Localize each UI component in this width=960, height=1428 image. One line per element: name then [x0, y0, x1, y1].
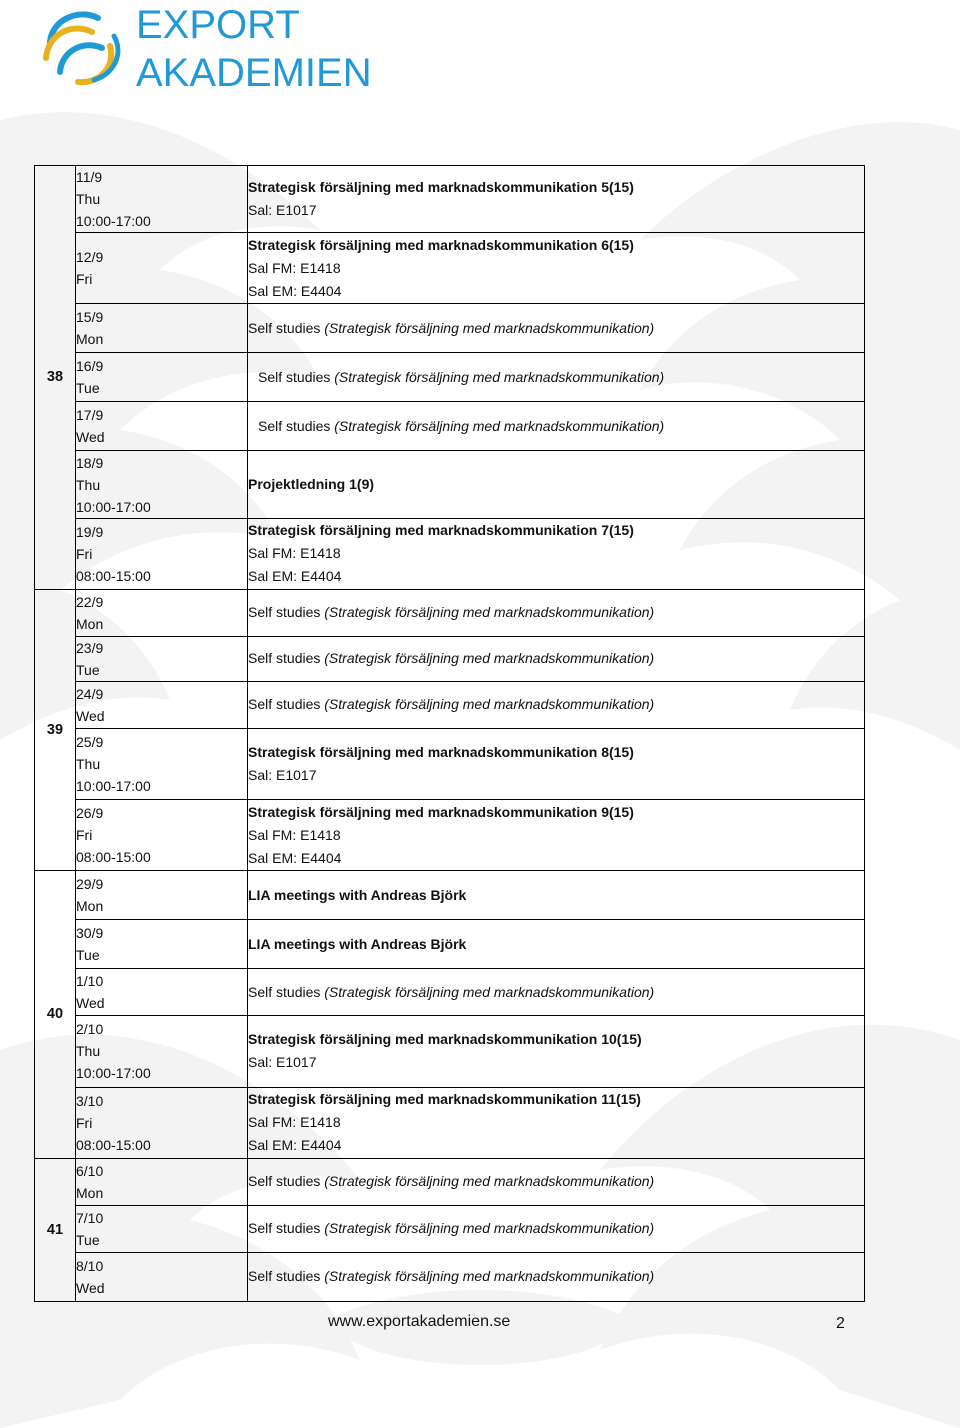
- schedule-row: [35, 402, 865, 451]
- date-cell-date: 30/9: [76, 925, 104, 942]
- schedule-row: [35, 871, 865, 920]
- footer-url[interactable]: www.exportakademien.se: [328, 1313, 511, 1330]
- event-cell: [248, 1205, 865, 1252]
- event-cell: [248, 728, 865, 799]
- event-course-italic: (Strategisk försäljning med marknadskommunikation): [324, 650, 655, 667]
- event-room: Sal: E1017: [248, 767, 317, 783]
- page-number: 2: [836, 1315, 845, 1332]
- schedule-row: [35, 1087, 865, 1158]
- logo-text-akademien: AKADEMIEN: [136, 51, 372, 95]
- date-cell-time: 10:00-17:00: [76, 778, 151, 794]
- date-cell: [76, 304, 248, 353]
- date-cell-day: Tue: [76, 1231, 100, 1248]
- event-course-italic: (Strategisk försäljning med marknadskommunikation): [324, 696, 655, 713]
- date-cell: [76, 1252, 248, 1301]
- schedule-row: [35, 1016, 865, 1087]
- date-cell: [76, 800, 248, 871]
- date-cell-date: 12/9: [76, 249, 104, 266]
- event-prefix: Self studies: [248, 696, 321, 713]
- event-cell: [248, 969, 865, 1016]
- date-cell: [76, 233, 248, 304]
- event-room: Sal FM: E1418: [248, 1114, 341, 1131]
- event-cell: [248, 402, 865, 451]
- date-cell-date: 2/10: [76, 1021, 104, 1038]
- schedule-row: [35, 800, 865, 871]
- event-cell: [248, 681, 865, 728]
- week-number: 39: [35, 589, 76, 870]
- event-prefix: Self studies: [248, 604, 321, 621]
- self-studies-line: [258, 415, 864, 438]
- date-cell-time: 08:00-15:00: [76, 1136, 151, 1153]
- event-cell: [248, 636, 865, 681]
- event-title: Strategisk försäljning med marknadskommunikation 7(15): [248, 522, 634, 539]
- event-cell: [248, 1016, 865, 1087]
- event-prefix: Self studies: [248, 319, 321, 336]
- event-room: Sal: E1017: [248, 202, 317, 219]
- date-cell-day: Wed: [76, 429, 105, 446]
- event-room: Sal FM: E1418: [248, 545, 341, 562]
- date-cell-time: 10:00-17:00: [76, 498, 151, 515]
- date-cell-time: 08:00-15:00: [76, 567, 151, 584]
- date-cell-date: 15/9: [76, 309, 104, 326]
- event-cell: [248, 518, 865, 589]
- event-cell: [248, 166, 865, 233]
- event-room: Sal: E1017: [248, 1054, 317, 1071]
- date-cell-day: Wed: [76, 707, 105, 724]
- date-cell-day: Thu: [76, 191, 101, 208]
- date-cell-day: Tue: [76, 661, 100, 678]
- date-cell: [76, 728, 248, 799]
- event-prefix: Self studies: [248, 1173, 321, 1190]
- self-studies-line: [258, 366, 864, 389]
- event-prefix: Self studies: [248, 1268, 321, 1285]
- event-cell: [248, 451, 865, 518]
- date-cell-day: Mon: [76, 1184, 104, 1201]
- event-course-italic: (Strategisk försäljning med marknadskommunikation): [324, 604, 655, 621]
- week-number: 41: [35, 1158, 76, 1301]
- event-cell: [248, 871, 865, 920]
- event-prefix: Self studies: [258, 368, 331, 385]
- date-cell-date: 3/10: [76, 1092, 104, 1109]
- event-prefix: Self studies: [248, 1220, 321, 1237]
- date-cell-date: 18/9: [76, 454, 104, 471]
- date-cell: [76, 871, 248, 920]
- event-title: Strategisk försäljning med marknadskommunikation 10(15): [248, 1031, 642, 1048]
- date-cell: [76, 636, 248, 681]
- event-prefix: Self studies: [248, 983, 321, 1000]
- event-cell: [248, 800, 865, 871]
- date-cell: [76, 969, 248, 1016]
- event-cell: [248, 589, 865, 636]
- date-cell-day: Mon: [76, 331, 104, 348]
- date-cell-date: 23/9: [76, 639, 104, 656]
- date-cell-date: 17/9: [76, 407, 104, 424]
- schedule-row: [35, 233, 865, 304]
- week-number: 40: [35, 871, 76, 1158]
- date-cell-day: Mon: [76, 898, 104, 915]
- date-cell-time: 10:00-17:00: [76, 1065, 151, 1082]
- date-cell-time: 08:00-15:00: [76, 849, 151, 866]
- schedule-row: [35, 920, 865, 969]
- date-cell: [76, 451, 248, 518]
- event-course-italic: (Strategisk försäljning med marknadskommunikation): [334, 417, 665, 434]
- logo-text-export: EXPORT: [136, 3, 300, 47]
- self-studies-line: [248, 317, 864, 340]
- self-studies-line: [248, 1265, 864, 1288]
- event-course-italic: (Strategisk försäljning med marknadskommunikation): [324, 1268, 655, 1285]
- event-cell: [248, 304, 865, 353]
- date-cell-day: Thu: [76, 756, 101, 772]
- date-cell-date: 7/10: [76, 1209, 104, 1226]
- event-cell: [248, 1087, 865, 1158]
- date-cell-day: Thu: [76, 1043, 101, 1060]
- date-cell-date: 1/10: [76, 973, 104, 990]
- event-cell: [248, 1252, 865, 1301]
- date-cell-date: 19/9: [76, 523, 104, 540]
- date-cell-day: Tue: [76, 380, 100, 397]
- date-cell-date: 26/9: [76, 805, 104, 822]
- date-cell: [76, 920, 248, 969]
- date-cell-day: Fri: [76, 271, 93, 288]
- date-cell-day: Tue: [76, 947, 100, 964]
- date-cell: [76, 1016, 248, 1087]
- date-cell-date: 24/9: [76, 685, 104, 702]
- export-akademien-logo: [38, 0, 378, 100]
- event-room: Sal EM: E4404: [248, 282, 342, 299]
- event-cell: [248, 920, 865, 969]
- event-title: Strategisk försäljning med marknadskommunikation 5(15): [248, 179, 634, 196]
- date-cell-date: 11/9: [76, 169, 103, 186]
- date-cell-day: Mon: [76, 615, 104, 632]
- schedule-row: [35, 681, 865, 728]
- schedule-row: [35, 451, 865, 518]
- self-studies-line: [248, 693, 864, 716]
- schedule-row: [35, 1252, 865, 1301]
- event-room: Sal FM: E1418: [248, 259, 341, 276]
- date-cell: [76, 166, 248, 233]
- date-cell: [76, 353, 248, 402]
- date-cell-date: 16/9: [76, 358, 104, 375]
- schedule-row: [35, 518, 865, 589]
- date-cell: [76, 1205, 248, 1252]
- self-studies-line: [248, 601, 864, 624]
- schedule-row: [35, 353, 865, 402]
- self-studies-line: [248, 1170, 864, 1193]
- event-prefix: Self studies: [258, 417, 331, 434]
- date-cell: [76, 589, 248, 636]
- event-title: LIA meetings with Andreas Björk: [248, 886, 467, 903]
- event-title: Strategisk försäljning med marknadskommunikation 8(15): [248, 744, 634, 760]
- event-prefix: Self studies: [248, 650, 321, 667]
- schedule-row: [35, 1205, 865, 1252]
- event-room: Sal EM: E4404: [248, 849, 342, 866]
- date-cell-date: 8/10: [76, 1257, 104, 1274]
- date-cell-day: Fri: [76, 1114, 93, 1131]
- date-cell-day: Wed: [76, 995, 105, 1012]
- date-cell-day: Fri: [76, 545, 93, 562]
- event-room: Sal EM: E4404: [248, 568, 342, 585]
- date-cell: [76, 518, 248, 589]
- event-course-italic: (Strategisk försäljning med marknadskommunikation): [324, 1220, 655, 1237]
- self-studies-line: [248, 981, 864, 1004]
- event-course-italic: (Strategisk försäljning med marknadskommunikation): [334, 368, 665, 385]
- date-cell-date: 22/9: [76, 593, 104, 610]
- date-cell: [76, 681, 248, 728]
- date-cell: [76, 402, 248, 451]
- schedule-row: [35, 969, 865, 1016]
- event-title: Projektledning 1(9): [248, 476, 375, 493]
- schedule-row: [35, 636, 865, 681]
- date-cell-date: 25/9: [76, 734, 104, 750]
- schedule-body: [35, 166, 865, 1302]
- schedule-row: [35, 589, 865, 636]
- date-cell-day: Fri: [76, 827, 93, 844]
- schedule-row: [35, 166, 865, 233]
- schedule-row: [35, 1158, 865, 1205]
- date-cell-date: 29/9: [76, 876, 104, 893]
- event-cell: [248, 1158, 865, 1205]
- schedule-row: [35, 304, 865, 353]
- self-studies-line: [248, 647, 864, 670]
- event-room: Sal FM: E1418: [248, 826, 341, 843]
- event-room: Sal EM: E4404: [248, 1137, 342, 1154]
- date-cell-day: Thu: [76, 476, 101, 493]
- date-cell-date: 6/10: [76, 1162, 104, 1179]
- event-title: LIA meetings with Andreas Björk: [248, 935, 467, 952]
- event-course-italic: (Strategisk försäljning med marknadskommunikation): [324, 319, 655, 336]
- schedule-row: [35, 728, 865, 799]
- date-cell: [76, 1087, 248, 1158]
- event-title: Strategisk försäljning med marknadskommunikation 9(15): [248, 803, 634, 820]
- event-title: Strategisk försäljning med marknadskommunikation 6(15): [248, 236, 634, 253]
- event-course-italic: (Strategisk försäljning med marknadskommunikation): [324, 983, 655, 1000]
- date-cell: [76, 1158, 248, 1205]
- event-course-italic: (Strategisk försäljning med marknadskommunikation): [324, 1173, 655, 1190]
- date-cell-day: Wed: [76, 1279, 105, 1296]
- week-number: 38: [35, 166, 76, 590]
- event-cell: [248, 353, 865, 402]
- self-studies-line: [248, 1217, 864, 1240]
- event-title: Strategisk försäljning med marknadskommunikation 11(15): [248, 1091, 641, 1108]
- schedule-table: [34, 165, 865, 1302]
- logo-emblem-icon: [38, 0, 378, 100]
- event-cell: [248, 233, 865, 304]
- date-cell-time: 10:00-17:00: [76, 213, 151, 230]
